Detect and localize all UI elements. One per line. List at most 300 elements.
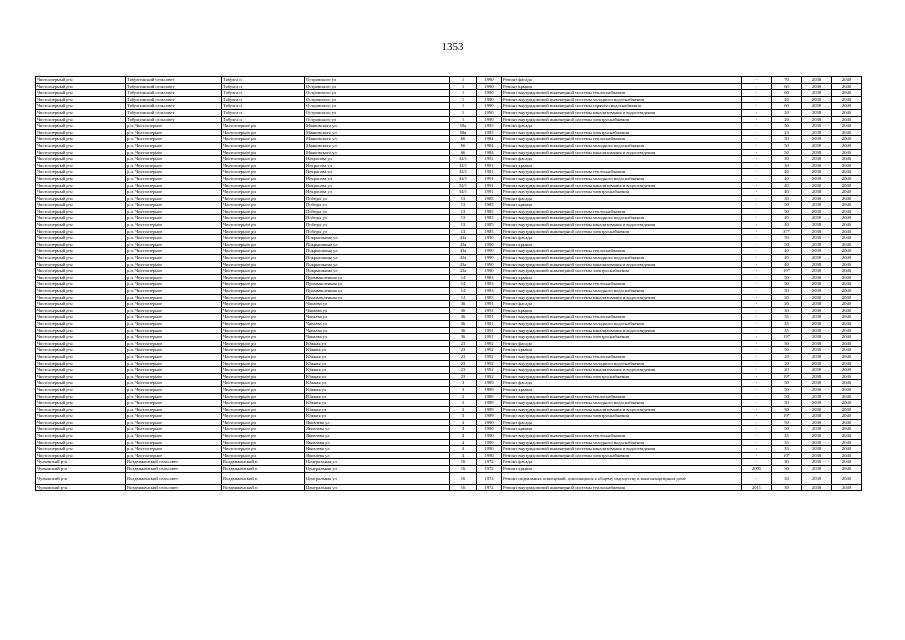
municipality-cell: р.п. Чистоозерное xyxy=(126,373,222,380)
settlement-cell: Чистоозерное рп xyxy=(222,367,305,374)
district-cell: Чистоозерный р-н xyxy=(36,274,126,281)
table-row xyxy=(36,307,862,314)
municipality-cell: р.п. Чистоозерное xyxy=(126,380,222,387)
start-year-cell: 2038 xyxy=(802,433,832,440)
work-type-cell: Ремонт крыши xyxy=(502,162,742,169)
work-type-cell: Ремонт внутридомовой инженерной системы холодного водоснабжения xyxy=(502,142,742,149)
last-repair-cell: - xyxy=(742,301,772,308)
street-cell: Центральная ул xyxy=(305,466,450,473)
settlement-cell: Чистоозерное рп xyxy=(222,261,305,268)
last-repair-cell: - xyxy=(742,413,772,420)
table-row xyxy=(36,162,862,169)
work-type-cell: Ремонт внутридомовой инженерной системы холодного водоснабжения xyxy=(502,288,742,295)
settlement-cell: Чистоозерное рп xyxy=(222,452,305,459)
house-cell: 66 xyxy=(450,136,477,143)
start-year-cell: 2038 xyxy=(802,96,832,103)
table-row xyxy=(36,484,862,491)
municipality-cell: р.п. Чистоозерное xyxy=(126,208,222,215)
end-year-cell: 2040 xyxy=(832,484,862,491)
wear-cell: 50 xyxy=(772,202,802,209)
municipality-cell: Воздвиженский сельсовет xyxy=(126,459,222,466)
district-cell: Чистоозерный р-н xyxy=(36,281,126,288)
table-row xyxy=(36,301,862,308)
district-cell: Чистоозерный р-н xyxy=(36,261,126,268)
work-type-cell: Ремонт фасада xyxy=(502,419,742,426)
last-repair-cell: - xyxy=(742,288,772,295)
street-cell: Покрышкина ул xyxy=(305,248,450,255)
table-row xyxy=(36,90,862,97)
last-repair-cell: - xyxy=(742,281,772,288)
last-repair-cell: - xyxy=(742,248,772,255)
district-cell: Чулымский р-н xyxy=(36,472,126,484)
year-built-cell: 1990 xyxy=(477,433,502,440)
settlement-cell: Чистоозерное рп xyxy=(222,320,305,327)
house-cell: 1 xyxy=(450,103,477,110)
municipality-cell: р.п. Чистоозерное xyxy=(126,294,222,301)
year-built-cell: 1983 xyxy=(477,274,502,281)
settlement-cell: Табулга п xyxy=(222,77,305,84)
settlement-cell: Чистоозерное рп xyxy=(222,189,305,196)
settlement-cell: Чистоозерное рп xyxy=(222,433,305,440)
street-cell: Яковлева ул xyxy=(305,452,450,459)
start-year-cell: 2038 xyxy=(802,103,832,110)
last-repair-cell: - xyxy=(742,393,772,400)
wear-cell: 40 xyxy=(772,175,802,182)
end-year-cell: 2040 xyxy=(832,426,862,433)
house-cell: 4 xyxy=(450,433,477,440)
settlement-cell: Чистоозерное рп xyxy=(222,255,305,262)
year-built-cell: 1991 xyxy=(477,156,502,163)
wear-cell: 35 xyxy=(772,320,802,327)
table-row xyxy=(36,202,862,209)
settlement-cell: Чистоозерное рп xyxy=(222,307,305,314)
district-cell: Чистоозерный р-н xyxy=(36,195,126,202)
settlement-cell: Чистоозерное рп xyxy=(222,353,305,360)
street-cell: Центральная ул xyxy=(305,484,450,491)
street-cell: Маяковского ул xyxy=(305,142,450,149)
last-repair-cell: - xyxy=(742,109,772,116)
wear-cell: 40 xyxy=(772,248,802,255)
district-cell: Чистоозерный р-н xyxy=(36,189,126,196)
settlement-cell: Чистоозерное рп xyxy=(222,288,305,295)
start-year-cell: 2038 xyxy=(802,340,832,347)
year-built-cell: 1992 xyxy=(477,373,502,380)
street-cell: Победы ул xyxy=(305,202,450,209)
wear-cell: 23 xyxy=(772,129,802,136)
wear-cell: 30 xyxy=(772,156,802,163)
end-year-cell: 2040 xyxy=(832,169,862,176)
street-cell: Покрышкина ул xyxy=(305,241,450,248)
start-year-cell: 2038 xyxy=(802,353,832,360)
work-type-cell: Ремонт фасада xyxy=(502,380,742,387)
start-year-cell: 2038 xyxy=(802,175,832,182)
district-cell: Чистоозерный р-н xyxy=(36,182,126,189)
district-cell: Чистоозерный р-н xyxy=(36,215,126,222)
table-row xyxy=(36,268,862,275)
wear-cell: 19* xyxy=(772,268,802,275)
settlement-cell: Чистоозерное рп xyxy=(222,347,305,354)
house-cell: 36 xyxy=(450,320,477,327)
wear-cell: 40 xyxy=(772,169,802,176)
settlement-cell: Чистоозерное рп xyxy=(222,241,305,248)
wear-cell: 40 xyxy=(772,255,802,262)
end-year-cell: 2040 xyxy=(832,307,862,314)
wear-cell: 50 xyxy=(772,347,802,354)
table-row xyxy=(36,142,862,149)
wear-cell: 50 xyxy=(772,419,802,426)
last-repair-cell: - xyxy=(742,307,772,314)
end-year-cell: 2040 xyxy=(832,334,862,341)
wear-cell: 50 xyxy=(772,386,802,393)
end-year-cell: 2040 xyxy=(832,142,862,149)
start-year-cell: 2038 xyxy=(802,182,832,189)
start-year-cell: 2038 xyxy=(802,169,832,176)
work-type-cell: Ремонт внутридомовой инженерной системы электроснабжения xyxy=(502,189,742,196)
settlement-cell: Чистоозерное рп xyxy=(222,208,305,215)
district-cell: Чистоозерный р-н xyxy=(36,334,126,341)
wear-cell: 40 xyxy=(772,222,802,229)
street-cell: Победы ул xyxy=(305,208,450,215)
work-type-cell: Ремонт внутридомовой инженерной системы горячего водоснабжения xyxy=(502,103,742,110)
year-built-cell: 1990 xyxy=(477,241,502,248)
wear-cell: 50 xyxy=(772,241,802,248)
work-type-cell: Ремонт фасада xyxy=(502,459,742,466)
settlement-cell: Табулга п xyxy=(222,90,305,97)
start-year-cell: 2038 xyxy=(802,360,832,367)
street-cell: Чапаева ул xyxy=(305,334,450,341)
street-cell: Южная ул xyxy=(305,340,450,347)
start-year-cell: 2038 xyxy=(802,202,832,209)
wear-cell: 50 xyxy=(772,142,802,149)
work-type-cell: Ремонт крыши xyxy=(502,83,742,90)
work-type-cell: Ремонт крыши xyxy=(502,386,742,393)
municipality-cell: Воздвиженский сельсовет xyxy=(126,484,222,491)
table-row xyxy=(36,413,862,420)
street-cell: Промышленная ул xyxy=(305,274,450,281)
house-cell: 23 xyxy=(450,367,477,374)
district-cell: Чистоозерный р-н xyxy=(36,400,126,407)
start-year-cell: 2038 xyxy=(802,241,832,248)
house-cell: 1 xyxy=(450,109,477,116)
last-repair-cell: - xyxy=(742,334,772,341)
house-cell: 43а xyxy=(450,261,477,268)
municipality-cell: р.п. Чистоозерное xyxy=(126,452,222,459)
wear-cell: 70 xyxy=(772,77,802,84)
street-cell: Маяковского ул xyxy=(305,149,450,156)
district-cell: Чистоозерный р-н xyxy=(36,156,126,163)
house-cell: 13 xyxy=(450,208,477,215)
end-year-cell: 2040 xyxy=(832,419,862,426)
work-type-cell: Ремонт внутридомовой инженерной системы теплоснабжения xyxy=(502,393,742,400)
end-year-cell: 2040 xyxy=(832,241,862,248)
settlement-cell: Чистоозерное рп xyxy=(222,268,305,275)
last-repair-cell: - xyxy=(742,175,772,182)
settlement-cell: Чистоозерное рп xyxy=(222,175,305,182)
wear-cell: 40 xyxy=(772,189,802,196)
start-year-cell: 2038 xyxy=(802,162,832,169)
start-year-cell: 2038 xyxy=(802,466,832,473)
last-repair-cell: - xyxy=(742,77,772,84)
year-built-cell: 1990 xyxy=(477,452,502,459)
house-cell: 36 xyxy=(450,314,477,321)
district-cell: Чистоозерный р-н xyxy=(36,136,126,143)
table-row xyxy=(36,109,862,116)
start-year-cell: 2038 xyxy=(802,109,832,116)
start-year-cell: 2038 xyxy=(802,320,832,327)
last-repair-cell: - xyxy=(742,327,772,334)
municipality-cell: р.п. Чистоозерное xyxy=(126,386,222,393)
end-year-cell: 2040 xyxy=(832,386,862,393)
end-year-cell: 2040 xyxy=(832,83,862,90)
district-cell: Чистоозерный р-н xyxy=(36,169,126,176)
work-type-cell: Ремонт крыши xyxy=(502,202,742,209)
table-row xyxy=(36,314,862,321)
municipality-cell: р.п. Чистоозерное xyxy=(126,413,222,420)
settlement-cell: Чистоозерное рп xyxy=(222,393,305,400)
wear-cell: 35 xyxy=(772,433,802,440)
work-type-cell: Ремонт внутридомовой инженерной системы теплоснабжения xyxy=(502,169,742,176)
street-cell: Некрасова ул xyxy=(305,189,450,196)
district-cell: Чистоозерный р-н xyxy=(36,103,126,110)
start-year-cell: 2038 xyxy=(802,334,832,341)
last-repair-cell: - xyxy=(742,386,772,393)
settlement-cell: Чистоозерное рп xyxy=(222,215,305,222)
work-type-cell: Ремонт внутридомовой инженерной системы холодного водоснабжения xyxy=(502,400,742,407)
start-year-cell: 2038 xyxy=(802,347,832,354)
table-row xyxy=(36,123,862,130)
year-built-cell: 1990 xyxy=(477,109,502,116)
table-row xyxy=(36,466,862,473)
last-repair-cell: - xyxy=(742,96,772,103)
last-repair-cell: - xyxy=(742,340,772,347)
year-built-cell: 1989 xyxy=(477,380,502,387)
last-repair-cell: - xyxy=(742,353,772,360)
end-year-cell: 2040 xyxy=(832,202,862,209)
house-cell: 23 xyxy=(450,353,477,360)
street-cell: Победы ул xyxy=(305,222,450,229)
street-cell: Островского ул xyxy=(305,116,450,123)
last-repair-cell: - xyxy=(742,452,772,459)
work-type-cell: Ремонт внутридомовой инженерной системы канализования и водоотведения xyxy=(502,294,742,301)
wear-cell: 40 xyxy=(772,215,802,222)
district-cell: Чистоозерный р-н xyxy=(36,109,126,116)
work-type-cell: Ремонт внутридомовой инженерной системы электроснабжения xyxy=(502,413,742,420)
work-type-cell: Ремонт внутридомовой инженерной системы холодного водоснабжения xyxy=(502,175,742,182)
start-year-cell: 2038 xyxy=(802,222,832,229)
last-repair-cell: - xyxy=(742,367,772,374)
house-cell: 3 xyxy=(450,413,477,420)
year-built-cell: 1972 xyxy=(477,459,502,466)
street-cell: Яковлева ул xyxy=(305,419,450,426)
table-row xyxy=(36,281,862,288)
settlement-cell: Чистоозерное рп xyxy=(222,439,305,446)
settlement-cell: Чистоозерное рп xyxy=(222,281,305,288)
house-cell: 16 xyxy=(450,484,477,491)
wear-cell: 40 xyxy=(772,96,802,103)
district-cell: Чистоозерный р-н xyxy=(36,116,126,123)
wear-cell: 20 xyxy=(772,367,802,374)
house-cell: 16 xyxy=(450,459,477,466)
work-type-cell: Ремонт внутридомовой инженерной системы теплоснабжения xyxy=(502,353,742,360)
district-cell: Чистоозерный р-н xyxy=(36,360,126,367)
year-built-cell: 1989 xyxy=(477,393,502,400)
work-type-cell: Ремонт внутридомовой инженерной системы холодного водоснабжения xyxy=(502,215,742,222)
last-repair-cell: - xyxy=(742,222,772,229)
wear-cell: 30 xyxy=(772,307,802,314)
district-cell: Чистоозерный р-н xyxy=(36,340,126,347)
district-cell: Чистоозерный р-н xyxy=(36,208,126,215)
district-cell: Чистоозерный р-н xyxy=(36,202,126,209)
house-cell: 36 xyxy=(450,301,477,308)
municipality-cell: р.п. Чистоозерное xyxy=(126,202,222,209)
end-year-cell: 2040 xyxy=(832,294,862,301)
settlement-cell: Чистоозерное рп xyxy=(222,156,305,163)
street-cell: Покрышкина ул xyxy=(305,235,450,242)
table-row xyxy=(36,169,862,176)
start-year-cell: 2038 xyxy=(802,419,832,426)
start-year-cell: 2038 xyxy=(802,380,832,387)
start-year-cell: 2038 xyxy=(802,484,832,491)
wear-cell: 19* xyxy=(772,334,802,341)
street-cell: Островского ул xyxy=(305,109,450,116)
house-cell: 16 xyxy=(450,472,477,484)
end-year-cell: 2040 xyxy=(832,96,862,103)
work-type-cell: Ремонт фасада xyxy=(502,340,742,347)
year-built-cell: 1991 xyxy=(477,169,502,176)
table-row xyxy=(36,235,862,242)
house-cell: 43а xyxy=(450,235,477,242)
end-year-cell: 2040 xyxy=(832,459,862,466)
municipality-cell: р.п. Чистоозерное xyxy=(126,215,222,222)
last-repair-cell: - xyxy=(742,195,772,202)
table-row xyxy=(36,360,862,367)
house-cell: 3 xyxy=(450,386,477,393)
table-row xyxy=(36,320,862,327)
work-type-cell: Ремонт фасада xyxy=(502,235,742,242)
work-type-cell: Ремонт фасада xyxy=(502,77,742,84)
district-cell: Чистоозерный р-н xyxy=(36,367,126,374)
end-year-cell: 2040 xyxy=(832,433,862,440)
house-cell: 58а xyxy=(450,123,477,130)
house-cell: 43а xyxy=(450,255,477,262)
municipality-cell: р.п. Чистоозерное xyxy=(126,228,222,235)
wear-cell: 40 xyxy=(772,261,802,268)
year-built-cell: 1985 xyxy=(477,215,502,222)
municipality-cell: р.п. Чистоозерное xyxy=(126,340,222,347)
house-cell: 16 xyxy=(450,466,477,473)
municipality-cell: р.п. Чистоозерное xyxy=(126,353,222,360)
house-cell: 58а xyxy=(450,129,477,136)
start-year-cell: 2038 xyxy=(802,294,832,301)
house-cell: 36 xyxy=(450,334,477,341)
wear-cell: 60 xyxy=(772,103,802,110)
street-cell: Чапаева ул xyxy=(305,314,450,321)
table-row xyxy=(36,129,862,136)
end-year-cell: 2040 xyxy=(832,314,862,321)
work-type-cell: Ремонт фасада xyxy=(502,195,742,202)
year-built-cell: 1972 xyxy=(477,484,502,491)
district-cell: Чистоозерный р-н xyxy=(36,142,126,149)
wear-cell: 60 xyxy=(772,90,802,97)
last-repair-cell: - xyxy=(742,215,772,222)
work-type-cell: Ремонт внутридомовой инженерной системы теплоснабжения xyxy=(502,248,742,255)
municipality-cell: р.п. Чистоозерное xyxy=(126,182,222,189)
last-repair-cell: - xyxy=(742,90,772,97)
settlement-cell: Чистоозерное рп xyxy=(222,182,305,189)
municipality-cell: р.п. Чистоозерное xyxy=(126,446,222,453)
year-built-cell: 1991 xyxy=(477,320,502,327)
year-built-cell: 1995 xyxy=(477,129,502,136)
house-cell: 34/1 xyxy=(450,189,477,196)
year-built-cell: 1989 xyxy=(477,413,502,420)
wear-cell: 19* xyxy=(772,373,802,380)
end-year-cell: 2040 xyxy=(832,189,862,196)
street-cell: Промышленная ул xyxy=(305,288,450,295)
house-cell: 4 xyxy=(450,446,477,453)
last-repair-cell: - xyxy=(742,123,772,130)
table-row xyxy=(36,228,862,235)
street-cell: Чапаева ул xyxy=(305,327,450,334)
municipality-cell: р.п. Чистоозерное xyxy=(126,406,222,413)
year-built-cell: 1983 xyxy=(477,288,502,295)
year-built-cell: 1991 xyxy=(477,175,502,182)
house-cell: 13 xyxy=(450,202,477,209)
start-year-cell: 2038 xyxy=(802,208,832,215)
house-cell: 13 xyxy=(450,195,477,202)
street-cell: Островского ул xyxy=(305,83,450,90)
settlement-cell: Воздвиженский п xyxy=(222,484,305,491)
work-type-cell: Ремонт внутридомовой инженерной системы канализования и водоотведения xyxy=(502,261,742,268)
year-built-cell: 1983 xyxy=(477,294,502,301)
municipality-cell: р.п. Чистоозерное xyxy=(126,288,222,295)
last-repair-cell: - xyxy=(742,433,772,440)
start-year-cell: 2038 xyxy=(802,261,832,268)
wear-cell: 19* xyxy=(772,452,802,459)
settlement-cell: Чистоозерное рп xyxy=(222,334,305,341)
house-cell: 3 xyxy=(450,406,477,413)
wear-cell: 50 xyxy=(772,274,802,281)
wear-cell: 20 xyxy=(772,301,802,308)
table-row xyxy=(36,215,862,222)
table-row xyxy=(36,182,862,189)
house-cell: 23 xyxy=(450,347,477,354)
street-cell: Победы ул xyxy=(305,215,450,222)
year-built-cell: 1983 xyxy=(477,281,502,288)
municipality-cell: р.п. Чистоозерное xyxy=(126,433,222,440)
settlement-cell: Воздвиженский п xyxy=(222,466,305,473)
settlement-cell: Чистоозерное рп xyxy=(222,169,305,176)
year-built-cell: 1990 xyxy=(477,268,502,275)
year-built-cell: 1990 xyxy=(477,426,502,433)
municipality-cell: Табулгинский сельсовет xyxy=(126,90,222,97)
district-cell: Чистоозерный р-н xyxy=(36,175,126,182)
start-year-cell: 2038 xyxy=(802,373,832,380)
last-repair-cell: - xyxy=(742,439,772,446)
district-cell: Чистоозерный р-н xyxy=(36,380,126,387)
start-year-cell: 2038 xyxy=(802,314,832,321)
wear-cell: 50 xyxy=(772,235,802,242)
settlement-cell: Чистоозерное рп xyxy=(222,129,305,136)
year-built-cell: 1990 xyxy=(477,255,502,262)
house-cell: 4 xyxy=(450,452,477,459)
start-year-cell: 2038 xyxy=(802,472,832,484)
street-cell: Чапаева ул xyxy=(305,307,450,314)
municipality-cell: р.п. Чистоозерное xyxy=(126,439,222,446)
capital-repair-table xyxy=(35,76,862,491)
work-type-cell: Ремонт внутридомовой инженерной системы холодного водоснабжения xyxy=(502,360,742,367)
wear-cell: 20 xyxy=(772,360,802,367)
house-cell: 13 xyxy=(450,222,477,229)
